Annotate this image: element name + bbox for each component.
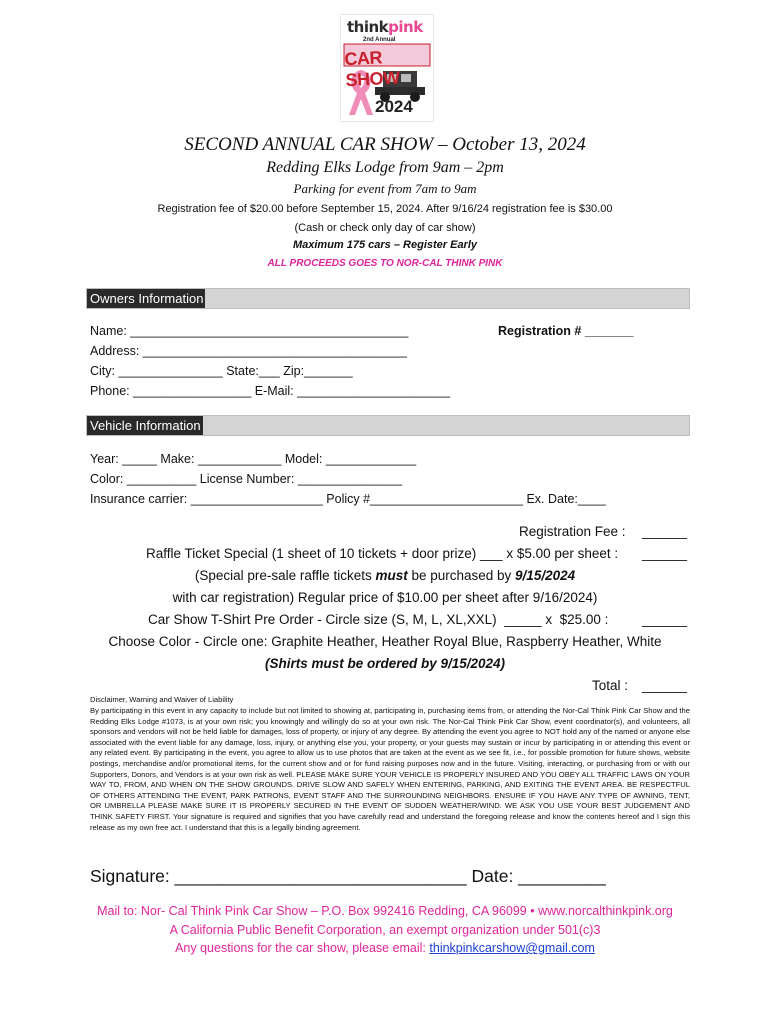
event-location-time: Redding Elks Lodge from 9am – 2pm bbox=[266, 159, 504, 176]
vehicle-year-make-model-field[interactable]: Year: _____ Make: ____________ Model: _____________ bbox=[90, 452, 417, 466]
logo-think: think bbox=[347, 18, 389, 36]
total-blank[interactable]: ______ bbox=[642, 678, 688, 693]
logo-car-show-text: CAR SHOW bbox=[343, 47, 401, 91]
owner-address-field[interactable]: Address: ______________________________________ bbox=[90, 344, 407, 358]
logo-pink: pink bbox=[388, 18, 423, 36]
tshirt-preorder-blank[interactable]: ______ bbox=[642, 612, 688, 627]
questions-contact bbox=[0, 941, 770, 955]
page-title: SECOND ANNUAL CAR SHOW – October 13, 2024 bbox=[184, 134, 586, 155]
logo-annual-text: 2nd Annual bbox=[363, 37, 396, 43]
registration-number-field[interactable]: Registration # _______ bbox=[498, 324, 634, 338]
parking-info: Parking for event from 7am to 9am bbox=[293, 181, 477, 196]
event-logo bbox=[340, 14, 434, 122]
vehicle-section-header bbox=[86, 415, 690, 436]
regular-price-note: with car registration) Regular price of $10.00 per sheet after 9/16/2024) bbox=[172, 590, 598, 605]
owner-city-state-zip-field[interactable]: City: _______________ State:___ Zip:_______ bbox=[90, 364, 353, 378]
proceeds-note: ALL PROCEEDS GOES TO NOR-CAL THINK PINK bbox=[267, 258, 503, 269]
tshirt-preorder-line[interactable]: Car Show T-Shirt Pre Order - Circle size (S, M, L, XL,XXL) _____ x $25.00 : bbox=[148, 612, 609, 627]
owners-section-header bbox=[86, 288, 690, 309]
logo-year-text: 2024 bbox=[375, 97, 413, 116]
shirt-deadline-note: (Shirts must be ordered by 9/15/2024) bbox=[264, 656, 506, 671]
presale-mid: be purchased by bbox=[407, 568, 516, 583]
owner-phone-email-field[interactable]: Phone: _________________ E-Mail: ______________________ bbox=[90, 384, 451, 398]
registration-fee-label: Registration Fee : bbox=[519, 524, 626, 539]
signature-date-field[interactable]: Signature: ______________________________ Date: _________ bbox=[90, 866, 606, 886]
mailing-address: Mail to: Nor- Cal Think Pink Car Show – P.O. Box 992416 Redding, CA 96099 • www.norcalthinkpink.org bbox=[97, 904, 673, 918]
presale-date: 9/15/2024 bbox=[515, 568, 576, 583]
shirt-color-choice[interactable]: Choose Color - Circle one: Graphite Heather, Heather Royal Blue, Raspberry Heather, White bbox=[108, 634, 662, 649]
raffle-ticket-line[interactable]: Raffle Ticket Special (1 sheet of 10 tickets + door prize) ___ x $5.00 per sheet : bbox=[146, 546, 619, 561]
total-label: Total : bbox=[592, 678, 629, 693]
vehicle-section-label: Vehicle Information bbox=[87, 416, 203, 435]
payment-note: (Cash or check only day of car show) bbox=[294, 222, 476, 234]
presale-prefix: (Special pre-sale raffle tickets bbox=[194, 568, 376, 583]
raffle-ticket-blank[interactable]: ______ bbox=[642, 546, 688, 561]
vehicle-color-license-field[interactable]: Color: __________ License Number: _______________ bbox=[90, 472, 403, 486]
presale-raffle-note bbox=[0, 568, 770, 583]
vehicle-insurance-field[interactable]: Insurance carrier: ___________________ Policy #______________________ Ex. Date:____ bbox=[90, 492, 606, 506]
owner-name-field[interactable]: Name: ________________________________________ bbox=[90, 324, 409, 338]
max-cars-note: Maximum 175 cars – Register Early bbox=[292, 239, 478, 251]
registration-fee-blank[interactable]: ______ bbox=[642, 524, 688, 539]
owners-section-label: Owners Information bbox=[87, 289, 205, 308]
contact-email-link[interactable]: thinkpinkcarshow@gmail.com bbox=[429, 941, 595, 955]
presale-must: must bbox=[375, 568, 408, 583]
corporation-note: A California Public Benefit Corporation, an exempt organization under 501(c)3 bbox=[169, 923, 601, 937]
logo-think-text bbox=[347, 18, 423, 36]
registration-fee-info: Registration fee of $20.00 before September 15, 2024. After 9/16/24 registration fee is $30.00 bbox=[157, 203, 613, 215]
questions-prefix: Any questions for the car show, please email: bbox=[175, 941, 430, 955]
disclaimer-title: Disclaimer, Warning and Waiver of Liability bbox=[90, 695, 234, 704]
disclaimer-body: By participating in this event in any capacity to include but not limited to showing at, participating in, purchasing items from, or attending the Nor-Cal Think Pink Car Show and the Redding Elks Lodge #1073, is at your own risk; you knowingly and willingly do so at your own risk. The Nor-Cal Think Pink Car Show, event coordinator(s), and volunteers, all sponsors and vendors will not be held liable for damages, loss of property, or injury of any degree. By attending the event you agree to NOT hold any of the named or anyone else associated with the event liable for any damage, loss, injury, or anything else you, your property, or your guests may sustain or incur by participating in or attending this event or any related event. By participating in the event, you agree to allow us to use photos that are taken at the event as we see fit, i.e., for possible promotion for future shows, website postings, merchandise and/or promotional items, for the current show and or for fund raising purposes now and in the future. Visiting, interacting, or purchasing from or with our Supporters, Donors, and Vendors is at your own risk as well. PLEASE MAKE SURE YOUR VEHICLE IS PROPERLY INSURED AND YOU OBEY ALL TRAFFIC LAWS ON YOUR WAY TO, FROM, AND WHEN ON THE SHOW GROUNDS. DRIVE SLOW AND SAFELY WHEN ENTERING, PARKING, AND EXITING THE EVENT AREA. BE RESPECTFUL OF OTHERS ATTENDING THE EVENT, PARK PATRONS, EVENT STAFF AND THE SURROUNDING NEIGHBORS. ENSURE IF YOU HAVE ANY TYPE OF AWNING, TENT, OR UMBRELLA PLEASE MAKE SURE IT IS PROPERLY SECURED IN THE EVENT OF SUDDEN WEATHER/WIND. WE ASK YOU USE YOUR BEST JUDGEMENT AND THINK SAFETY FIRST. Your signature is required and signifies that you have carefully read and understand the foregoing release and know the contents hereof and I sign this release as my own free act. I understand that this is a legally binding agreement. bbox=[90, 706, 690, 832]
